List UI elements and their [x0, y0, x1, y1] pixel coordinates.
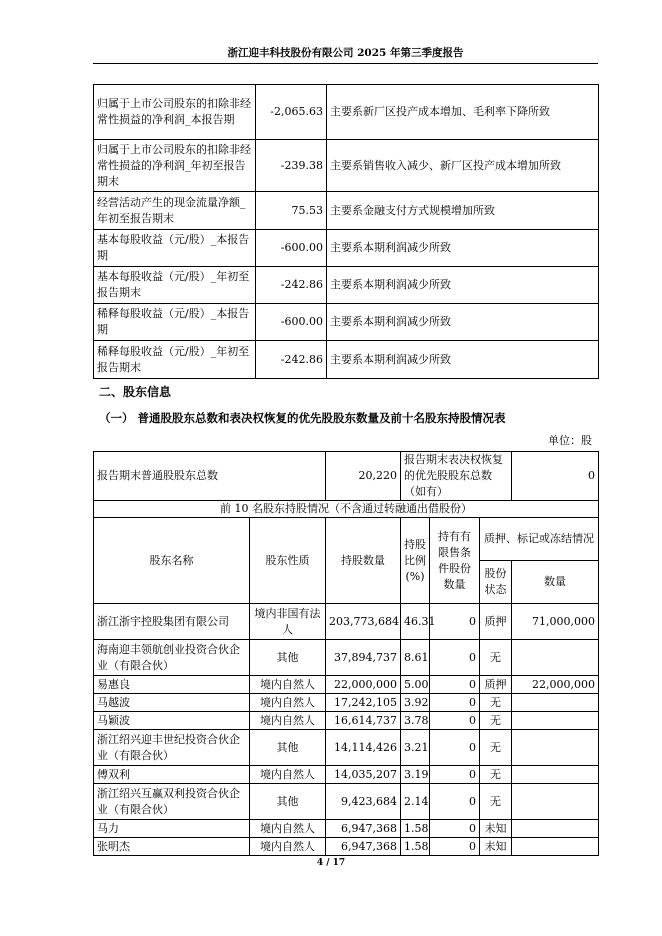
shareholder-restricted: 0: [430, 604, 480, 640]
table-row: [94, 640, 599, 676]
value-cell: -242.86: [256, 341, 327, 379]
reason-cell: 主要系本期利润减少所致: [327, 341, 599, 379]
table-row: [94, 230, 599, 267]
value-cell: -600.00: [256, 230, 327, 267]
shareholder-restricted: 0: [430, 640, 480, 676]
item-cell: 稀释每股收益（元/股）_年初至报告期末: [94, 341, 256, 379]
shareholder-status: 未知: [480, 838, 512, 856]
shareholder-quantity: 22,000,000: [512, 676, 599, 694]
shareholder-shares: 17,242,105: [326, 694, 401, 712]
preferred-value: 0: [512, 452, 599, 501]
shareholder-quantity: [512, 712, 599, 730]
shareholder-nature: 境内自然人: [250, 694, 326, 712]
page-number: 4 / 17: [316, 858, 346, 868]
shareholder-quantity: [512, 838, 599, 856]
shareholder-name: 海南迎丰领航创业投资合伙企业（有限合伙）: [94, 640, 250, 676]
shareholder-name: 浙江绍兴迎丰世纪投资合伙企业（有限合伙）: [94, 730, 250, 766]
shareholder-status: 未知: [480, 820, 512, 838]
shareholder-ratio: 5.00: [401, 676, 430, 694]
shareholder-name: 张明杰: [94, 838, 250, 856]
shareholder-name: 马力: [94, 820, 250, 838]
shareholder-nature: 境内自然人: [250, 712, 326, 730]
value-cell: -242.86: [256, 267, 327, 304]
shareholder-restricted: 0: [430, 694, 480, 712]
shareholder-ratio: 3.92: [401, 694, 430, 712]
shareholder-status: 无: [480, 730, 512, 766]
shareholder-status: 无: [480, 640, 512, 676]
shareholder-ratio: 3.21: [401, 730, 430, 766]
shareholder-restricted: 0: [430, 712, 480, 730]
header-quantity: 数量: [512, 561, 599, 604]
shareholder-quantity: [512, 694, 599, 712]
shareholder-nature: 境内自然人: [250, 820, 326, 838]
shareholder-restricted: 0: [430, 730, 480, 766]
shareholder-nature: 其他: [250, 730, 326, 766]
table-row: [94, 604, 599, 640]
table-row: [94, 192, 599, 230]
item-cell: 稀释每股收益（元/股）_本报告期: [94, 304, 256, 341]
shareholder-nature: 境内自然人: [250, 838, 326, 856]
header-shares: 持股数量: [326, 518, 401, 604]
shareholder-ratio: 2.14: [401, 784, 430, 820]
shareholder-status: 无: [480, 784, 512, 820]
shareholder-status: 无: [480, 694, 512, 712]
reason-cell: 主要系本期利润减少所致: [327, 304, 599, 341]
value-cell: -2,065.63: [256, 85, 327, 140]
shareholder-restricted: 0: [430, 676, 480, 694]
shareholder-shares: 6,947,368: [326, 838, 401, 856]
header-row: [94, 518, 599, 561]
shareholder-shares: 9,423,684: [326, 784, 401, 820]
shareholder-name: 易惠良: [94, 676, 250, 694]
shareholder-name: 马颖波: [94, 712, 250, 730]
reason-cell: 主要系本期利润减少所致: [327, 230, 599, 267]
value-cell: 75.53: [256, 192, 327, 230]
shareholder-ratio: 8.61: [401, 640, 430, 676]
report-header: 浙江迎丰科技股份有限公司 2025 年第三季度报告: [227, 47, 464, 59]
section-title: 二、股东信息: [99, 385, 172, 399]
shareholders-table: [93, 451, 599, 856]
shareholder-shares: 22,000,000: [326, 676, 401, 694]
header-name: 股东名称: [94, 518, 250, 604]
shareholder-shares: 14,114,426: [326, 730, 401, 766]
header-pledge: 质押、标记或冻结情况: [480, 518, 599, 561]
table-row: [94, 267, 599, 304]
shareholder-shares: 14,035,207: [326, 766, 401, 784]
table-row: [94, 730, 599, 766]
shareholder-restricted: 0: [430, 766, 480, 784]
shareholder-shares: 16,614,737: [326, 712, 401, 730]
summary-label: 报告期末普通股股东总数: [94, 452, 326, 501]
shareholder-restricted: 0: [430, 838, 480, 856]
summary-value: 20,220: [326, 452, 401, 501]
shareholder-quantity: [512, 766, 599, 784]
shareholder-ratio: 46.31: [401, 604, 430, 640]
item-cell: 归属于上市公司股东的扣除非经常性损益的净利润_年初至报告期末: [94, 140, 256, 192]
table-row: [94, 838, 599, 856]
shareholder-restricted: 0: [430, 784, 480, 820]
shareholder-status: 质押: [480, 604, 512, 640]
table-row: [94, 304, 599, 341]
shareholder-restricted: 0: [430, 820, 480, 838]
table-row: [94, 766, 599, 784]
shareholder-shares: 203,773,684: [326, 604, 401, 640]
table-row: [94, 784, 599, 820]
reason-cell: 主要系新厂区投产成本增加、毛利率下降所致: [327, 85, 599, 140]
shareholder-ratio: 1.58: [401, 820, 430, 838]
shareholder-quantity: [512, 784, 599, 820]
shareholder-shares: 37,894,737: [326, 640, 401, 676]
changes-table: [93, 84, 599, 379]
header-restricted: 持有有限售条件股份数量: [430, 518, 480, 604]
table-row: [94, 140, 599, 192]
top10-caption: 前 10 名股东持股情况（不含通过转融通出借股份）: [94, 501, 599, 518]
table-row: [94, 85, 599, 140]
unit-label: 单位：股: [548, 434, 592, 447]
table-row: [94, 820, 599, 838]
shareholder-shares: 6,947,368: [326, 820, 401, 838]
table-row: [94, 676, 599, 694]
table-row: [94, 712, 599, 730]
table-row: [94, 341, 599, 379]
section-subtitle: （一） 普通股股东总数和表决权恢复的优先股股东数量及前十名股东持股情况表: [99, 411, 506, 425]
header-status: 股份状态: [480, 561, 512, 604]
shareholder-ratio: 3.19: [401, 766, 430, 784]
shareholder-nature: 境内自然人: [250, 676, 326, 694]
shareholder-quantity: 71,000,000: [512, 604, 599, 640]
reason-cell: 主要系金融支付方式规模增加所致: [327, 192, 599, 230]
value-cell: -600.00: [256, 304, 327, 341]
shareholder-quantity: [512, 820, 599, 838]
shareholder-nature: 境内自然人: [250, 766, 326, 784]
value-cell: -239.38: [256, 140, 327, 192]
header-divider: [93, 63, 598, 64]
shareholder-name: 马越波: [94, 694, 250, 712]
header-nature: 股东性质: [250, 518, 326, 604]
shareholder-quantity: [512, 640, 599, 676]
shareholder-name: 浙江绍兴互赢双利投资合伙企业（有限合伙）: [94, 784, 250, 820]
reason-cell: 主要系销售收入减少、新厂区投产成本增加所致: [327, 140, 599, 192]
item-cell: 归属于上市公司股东的扣除非经常性损益的净利润_本报告期: [94, 85, 256, 140]
item-cell: 经营活动产生的现金流量净额_年初至报告期末: [94, 192, 256, 230]
shareholder-nature: 境内非国有法人: [250, 604, 326, 640]
caption-row: [94, 501, 599, 518]
shareholder-status: 质押: [480, 676, 512, 694]
preferred-label: 报告期末表决权恢复的优先股股东总数（如有）: [401, 452, 512, 501]
shareholder-ratio: 3.78: [401, 712, 430, 730]
item-cell: 基本每股收益（元/股）_年初至报告期末: [94, 267, 256, 304]
shareholder-nature: 其他: [250, 784, 326, 820]
header-ratio: 持股比例(%): [401, 518, 430, 604]
shareholder-ratio: 1.58: [401, 838, 430, 856]
shareholder-quantity: [512, 730, 599, 766]
summary-row: [94, 452, 599, 501]
table-row: [94, 694, 599, 712]
shareholder-name: 浙江浙宇控股集团有限公司: [94, 604, 250, 640]
reason-cell: 主要系本期利润减少所致: [327, 267, 599, 304]
shareholder-status: 无: [480, 766, 512, 784]
shareholder-status: 无: [480, 712, 512, 730]
shareholder-name: 傅双利: [94, 766, 250, 784]
item-cell: 基本每股收益（元/股）_本报告期: [94, 230, 256, 267]
shareholder-nature: 其他: [250, 640, 326, 676]
